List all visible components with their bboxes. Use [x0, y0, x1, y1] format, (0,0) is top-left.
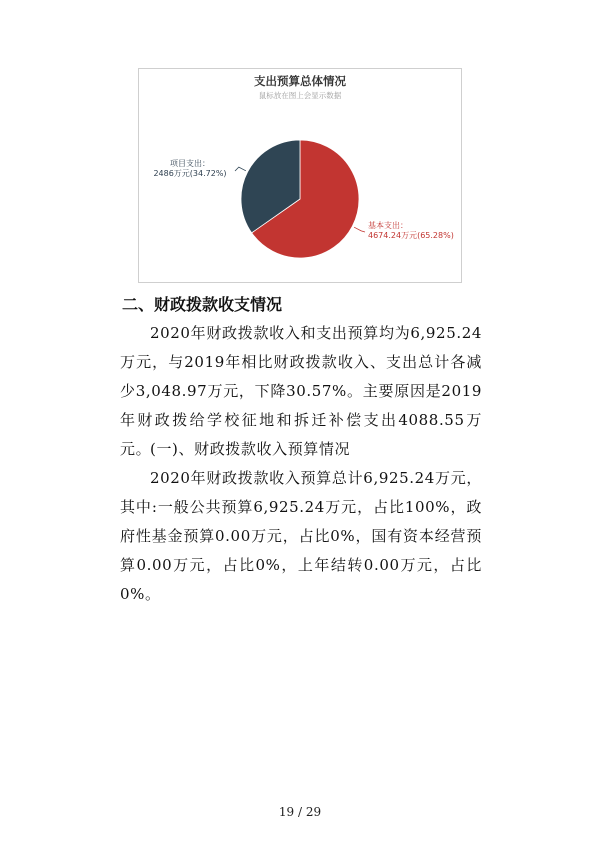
- pie-label-project-value: 2486万元(34.72%): [153, 169, 227, 178]
- leader-line-basic: [354, 227, 365, 232]
- page-number: 19 / 29: [278, 805, 322, 819]
- pie-label-basic-name: 基本支出：: [368, 221, 408, 230]
- pie-label-basic: [368, 221, 454, 241]
- chart-subtitle: 鼠标放在图上会显示数据: [258, 91, 342, 100]
- section-heading: 二、财政拨款收支情况: [122, 295, 283, 314]
- subsection-heading: (一)、财政拨款收入预算情况: [150, 440, 351, 458]
- pie-label-project-name: 项目支出：: [170, 159, 210, 168]
- paragraph-income: 2020年财政拨款收入预算总计6,925.24万元，其中:一般公共预算6,925.24万元，占比100%，政府性基金预算0.00万元，占比0%，国有资本经营预算0.00万元，占比0%，上年结转0.00万元，占比0%。: [120, 469, 482, 603]
- chart-title: 支出预算总体情况: [254, 74, 346, 88]
- pie-label-basic-value: 4674.24万元(65.28%): [368, 231, 454, 240]
- pie-label-project: [143, 159, 237, 179]
- paragraph-overview: 2020年财政拨款收入和支出预算均为6,925.24万元，与2019年相比财政拨款收入、支出总计各减少3,048.97万元，下降30.57%。主要原因是2019年财政拨给学校征地和拆迁补偿支出4088.55万元。: [120, 324, 482, 458]
- pie-chart[interactable]: [138, 68, 462, 283]
